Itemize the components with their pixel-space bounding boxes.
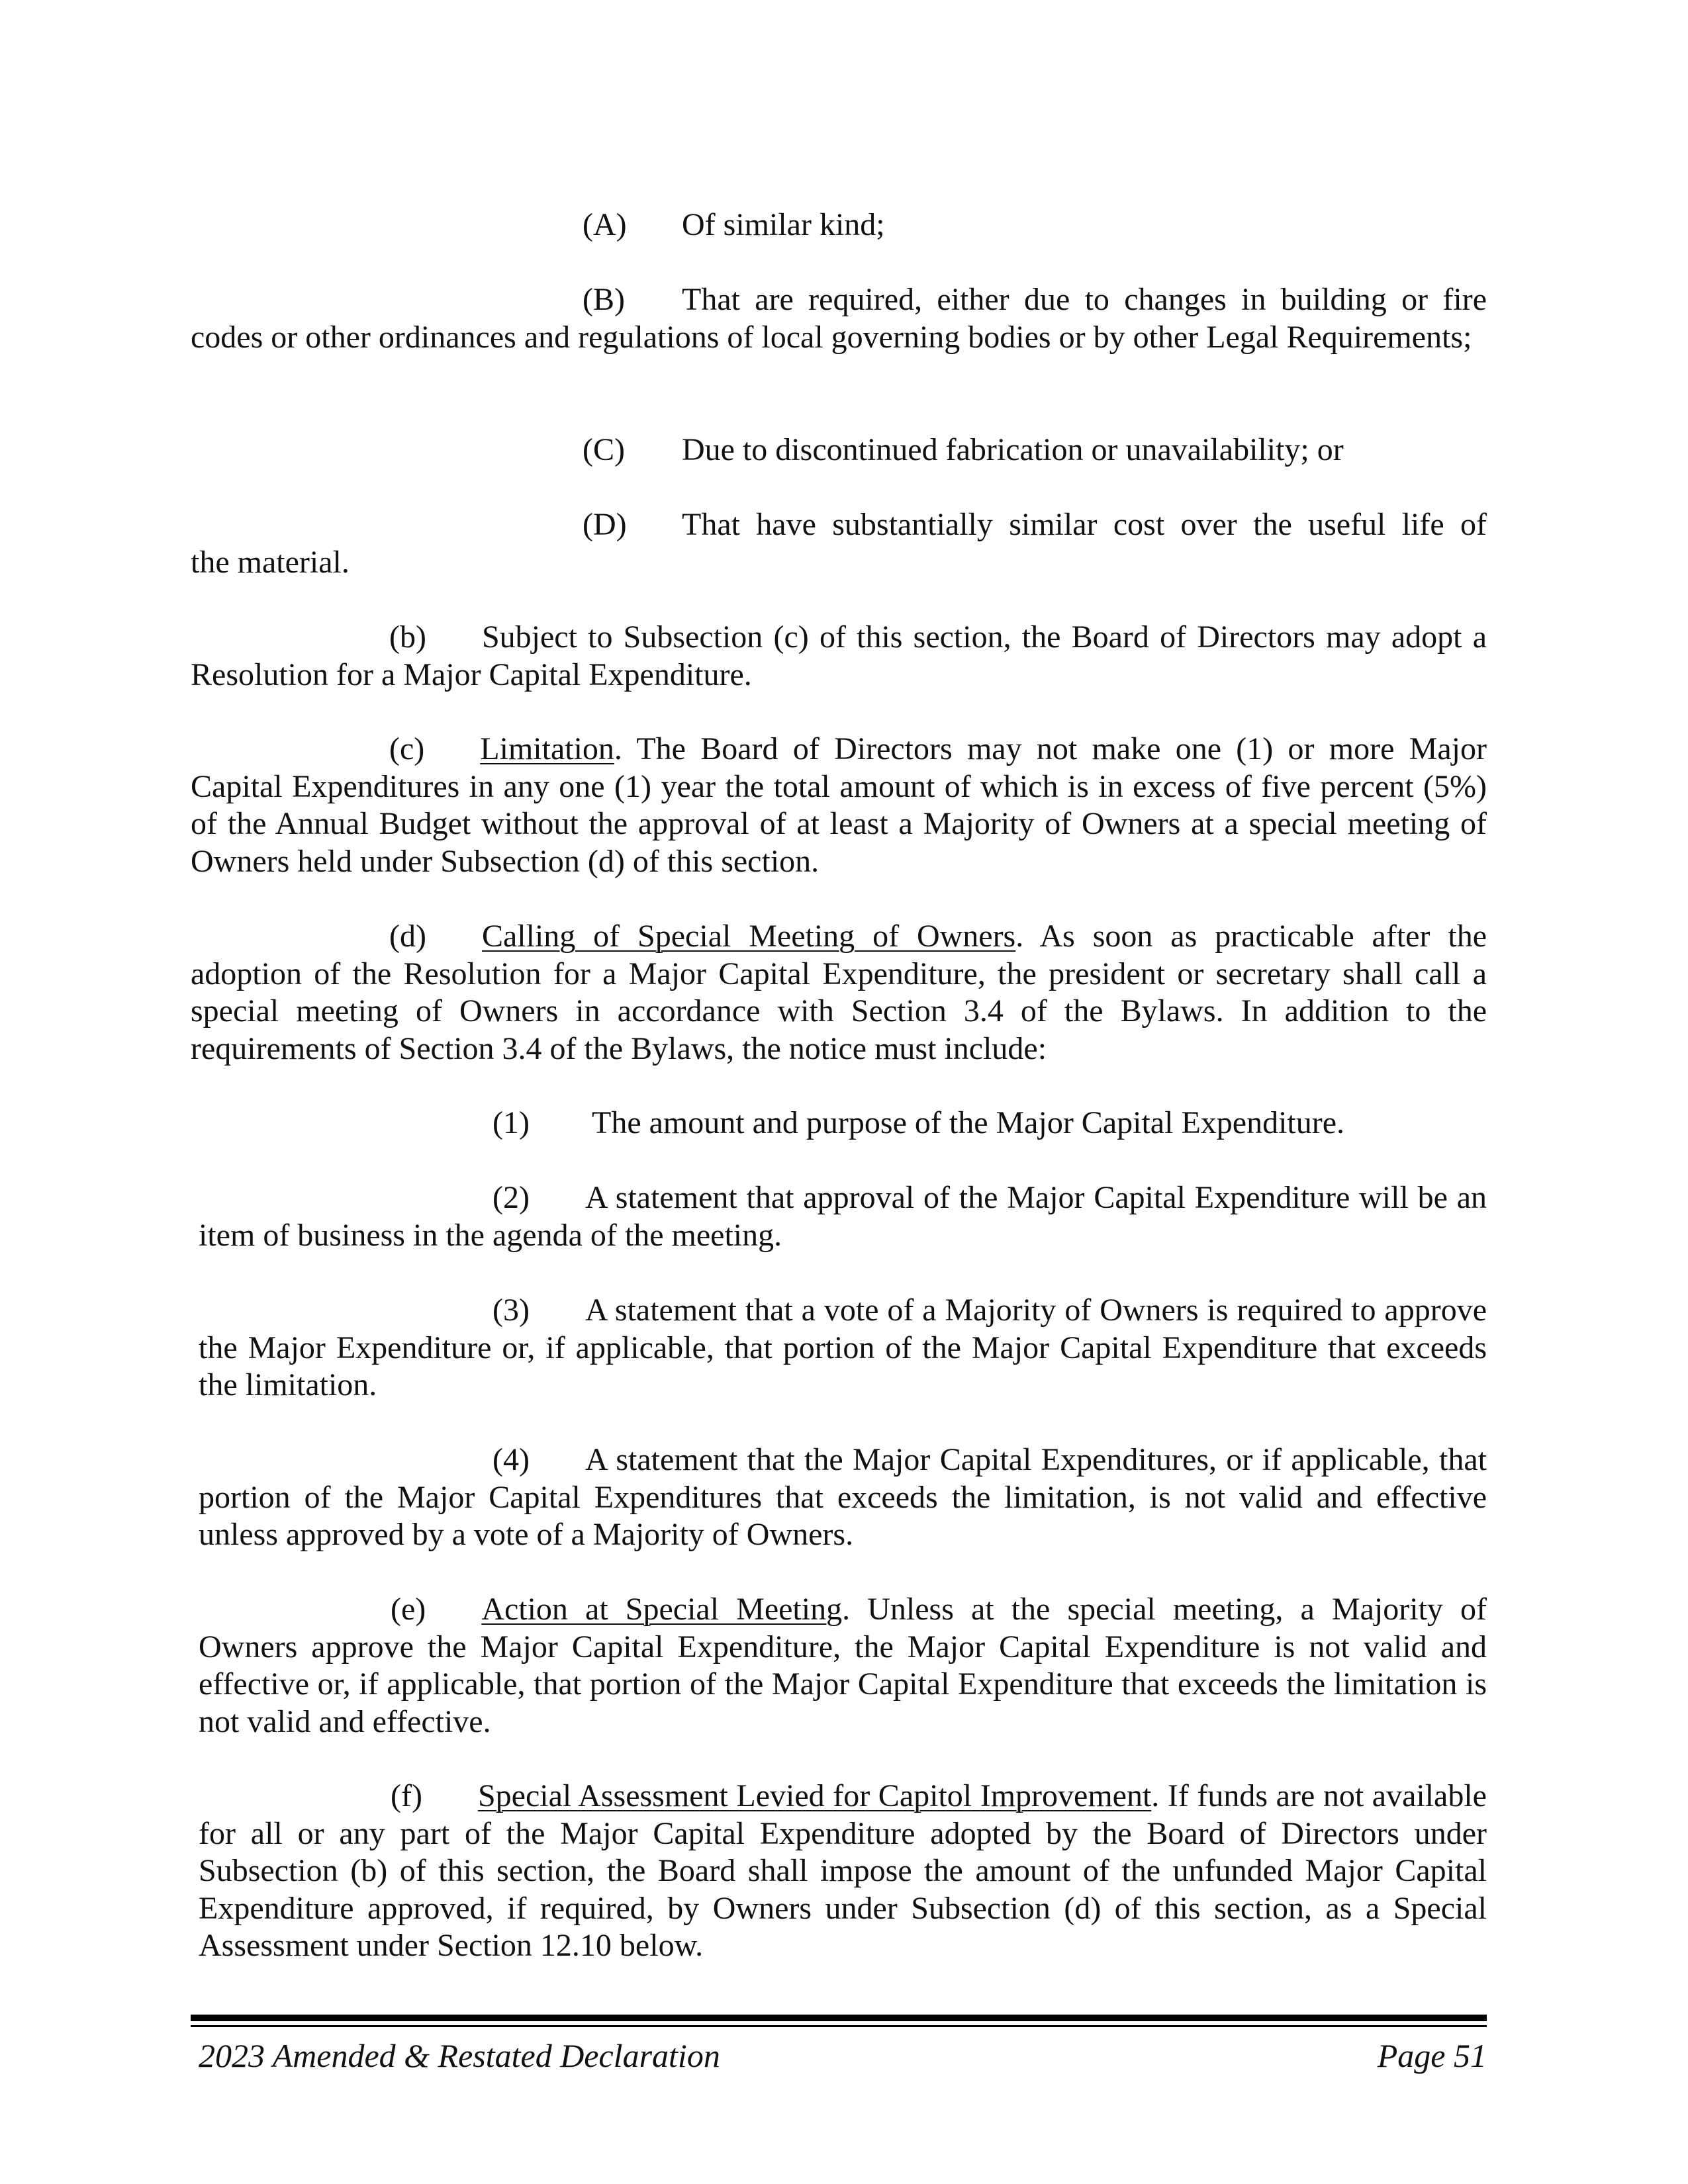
- section-e: [199, 1591, 1487, 1741]
- numbered-1-label: (1): [492, 1105, 530, 1140]
- section-c-heading: Limitation: [480, 731, 614, 766]
- numbered-4-label: (4): [492, 1442, 530, 1477]
- footer-page-number: Page 51: [1377, 2037, 1487, 2074]
- numbered-2-label: (2): [492, 1180, 530, 1215]
- footer-rule-thick: [191, 2015, 1487, 2021]
- item-a-label: (A): [583, 207, 627, 242]
- item-d-label: (D): [583, 507, 627, 542]
- item-b-text-rest: codes or other ordinances and regulations of local governing bodies or by other Legal Requirements;: [191, 319, 1472, 355]
- numbered-4-text: A statement that the Major Capital Expenditures, or if applicable, that portion of the Major Capital Expenditures that exceeds the limitation, is not valid and effective unless approved by a vote of a Majority of Owners.: [199, 1442, 1487, 1552]
- section-f-heading: Special Assessment Levied for Capitol Improvement: [477, 1778, 1152, 1813]
- section-e-heading: Action at Special Meeting: [481, 1592, 843, 1627]
- numbered-4: [199, 1441, 1487, 1554]
- section-f-text: . If funds are not available for all or any part of the Major Capital Expenditure adopted by the Board of Directors under Subsection (b) of this section, the Board shall impose the amount of the unfunded Major Capital Expenditure approved, if required, by Owners under Subsection (d) of this section, as a Special Assessment under Section 12.10 below.: [199, 1778, 1487, 1963]
- numbered-3-label: (3): [492, 1293, 530, 1328]
- section-b: [191, 619, 1487, 694]
- section-f: [199, 1778, 1487, 1965]
- numbered-3: [199, 1292, 1487, 1404]
- section-c-label: (c): [389, 731, 425, 766]
- numbered-2-text: A statement that approval of the Major Capital Expenditure will be an item of business in the agenda of the meeting.: [199, 1180, 1487, 1253]
- item-b-label: (B): [583, 282, 625, 317]
- section-e-label: (e): [391, 1592, 426, 1627]
- item-d-text-first: That have substantially similar cost over the useful life of: [682, 507, 1487, 542]
- section-c: [191, 731, 1487, 880]
- section-e-text: . Unless at the special meeting, a Majority of Owners approve the Major Capital Expenditure, the Major Capital Expenditure is not valid and effective or, if applicable, that portion of the Major Capital Expenditure that exceeds the limitation is not valid and effective.: [199, 1592, 1487, 1739]
- section-d: [191, 918, 1487, 1068]
- section-b-text: Subject to Subsection (c) of this section, the Board of Directors may adopt a Resolution for a Major Capital Expenditure.: [191, 619, 1487, 692]
- item-d: [191, 506, 1487, 581]
- footer-rule-thin: [191, 2025, 1487, 2027]
- numbered-3-text: A statement that a vote of a Majority of Owners is required to approve the Major Expenditure or, if applicable, that portion of the Major Capital Expenditure that exceeds the limitation.: [199, 1293, 1487, 1402]
- section-d-label: (d): [389, 919, 426, 954]
- numbered-1-text: The amount and purpose of the Major Capital Expenditure.: [592, 1105, 1345, 1140]
- item-b: [191, 281, 1487, 356]
- section-d-text: . As soon as practicable after the adoption of the Resolution for a Major Capital Expenditure, the president or secretary shall call a special meeting of Owners in accordance with Section 3.4 of the Bylaws. In addition to the requirements of Section 3.4 of the Bylaws, the notice must include:: [191, 919, 1487, 1066]
- numbered-2: [199, 1179, 1487, 1254]
- section-d-heading: Calling of Special Meeting of Owners: [481, 919, 1016, 954]
- section-b-label: (b): [389, 619, 426, 655]
- item-c-text: Due to discontinued fabrication or unavailability; or: [682, 432, 1344, 467]
- section-f-label: (f): [391, 1778, 422, 1813]
- item-a-text: Of similar kind;: [682, 207, 885, 242]
- section-c-text: . The Board of Directors may not make one (1) or more Major Capital Expenditures in any one (1) year the total amount of which is in excess of five percent (5%) of the Annual Budget without the approval of at least a Majority of Owners at a special meeting of Owners held under Subsection (d) of this section.: [191, 731, 1487, 879]
- item-d-text-rest: the material.: [191, 544, 350, 580]
- item-c-label: (C): [583, 432, 625, 467]
- footer-title: 2023 Amended & Restated Declaration: [199, 2037, 720, 2074]
- item-b-text-first: That are required, either due to changes in building or fire: [682, 282, 1487, 317]
